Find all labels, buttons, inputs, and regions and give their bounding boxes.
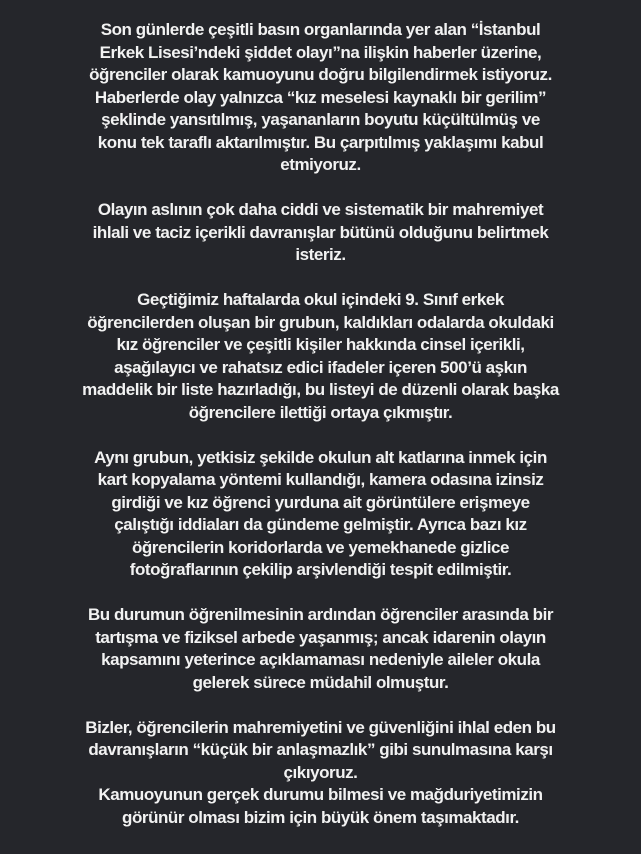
- text-line: Haberlerde olay yalnızca “kız meselesi kaynaklı bir gerilim”: [94, 87, 547, 107]
- text-line: öğrencilerin koridorlarda ve yemekhanede gizlice: [131, 537, 510, 557]
- text-line: Bizler, öğrencilerin mahremiyetini ve güvenliğini ihlal eden bu: [85, 717, 556, 737]
- text-line: Bu durumun öğrenilmesinin ardından öğrenciler arasında bir: [87, 605, 554, 624]
- text-line: çalıştığı iddiaları da gündeme gelmiştir. Ayrıca bazı kız: [114, 515, 527, 534]
- text-line: Erkek Lisesi’ndeki şiddet olayı”na ilişkin haberler üzerine,: [99, 42, 542, 62]
- paragraph: [0, 447, 641, 582]
- text-line: Geçtiğimiz haftalarda okul içindeki 9. Sınıf erkek: [137, 290, 504, 309]
- text-line: kapsamını yeterince açıklamaması nedeniyle aileler okula: [101, 650, 540, 669]
- text-line: konu tek taraflı aktarılmıştır. Bu çarpıtılmış yaklaşımı kabul: [97, 132, 544, 152]
- text-line: öğrenciler olarak kamuoyunu doğru bilgilendirmek istiyoruz.: [89, 65, 552, 84]
- text-line: maddelik bir liste hazırladığı, bu listeyi de düzenli olarak başka: [82, 380, 559, 399]
- paragraph: [0, 289, 641, 424]
- paragraph: [0, 604, 641, 694]
- text-line: Son günlerde çeşitli basın organlarında yer alan “İstanbul: [100, 20, 541, 39]
- text-line: tartışma ve fiziksel arbede yaşanmış; ancak idarenin olayın: [95, 627, 546, 647]
- text-line: ihlali ve taciz içerikli davranışlar bütünü olduğunu belirtmek: [92, 222, 549, 242]
- text-line: davranışların “küçük bir anlaşmazlık” gibi sunulmasına karşı: [88, 740, 553, 759]
- paragraph: [0, 199, 641, 267]
- text-line: öğrencilere ilettiği ortaya çıkmıştır.: [188, 402, 453, 422]
- text-line: aşağılayıcı ve rahatsız edici ifadeler içeren 500’ü aşkın: [114, 357, 527, 377]
- text-line: Aynı grubun, yetkisiz şekilde okulun alt katlarına inmek için: [94, 447, 547, 467]
- text-line: çıkıyoruz.: [283, 762, 358, 782]
- text-line: görünür olması bizim için büyük önem taşımaktadır.: [122, 807, 519, 827]
- paragraph: [0, 717, 641, 830]
- text-line: Olayın aslının çok daha ciddi ve sistematik bir mahremiyet: [97, 200, 544, 219]
- paragraph: [0, 19, 641, 177]
- text-line: Kamuoyunun gerçek durumu bilmesi ve mağduriyetimizin: [98, 785, 543, 804]
- text-line: girdiği ve kız öğrenci yurduna ait görüntülere erişmeye: [111, 492, 530, 512]
- text-line: fotoğraflarının çekilip arşivlendiği tespit edilmiştir.: [129, 560, 512, 579]
- text-line: etmiyoruz.: [280, 155, 361, 174]
- text-line: kız öğrenciler ve çeşitli kişiler hakkında cinsel içerikli,: [116, 335, 525, 354]
- text-line: şeklinde yansıtılmış, yaşananların boyutu küçültülmüş ve: [101, 110, 540, 129]
- text-line: gelerek sürece müdahil olmuştur.: [192, 672, 449, 692]
- text-line: öğrencilerden oluşan bir grubun, kaldıkları odalarda okuldaki: [87, 312, 554, 332]
- text-line: kart kopyalama yöntemi kullandığı, kamera odasına izinsiz: [97, 470, 544, 489]
- text-line: isteriz.: [295, 245, 346, 264]
